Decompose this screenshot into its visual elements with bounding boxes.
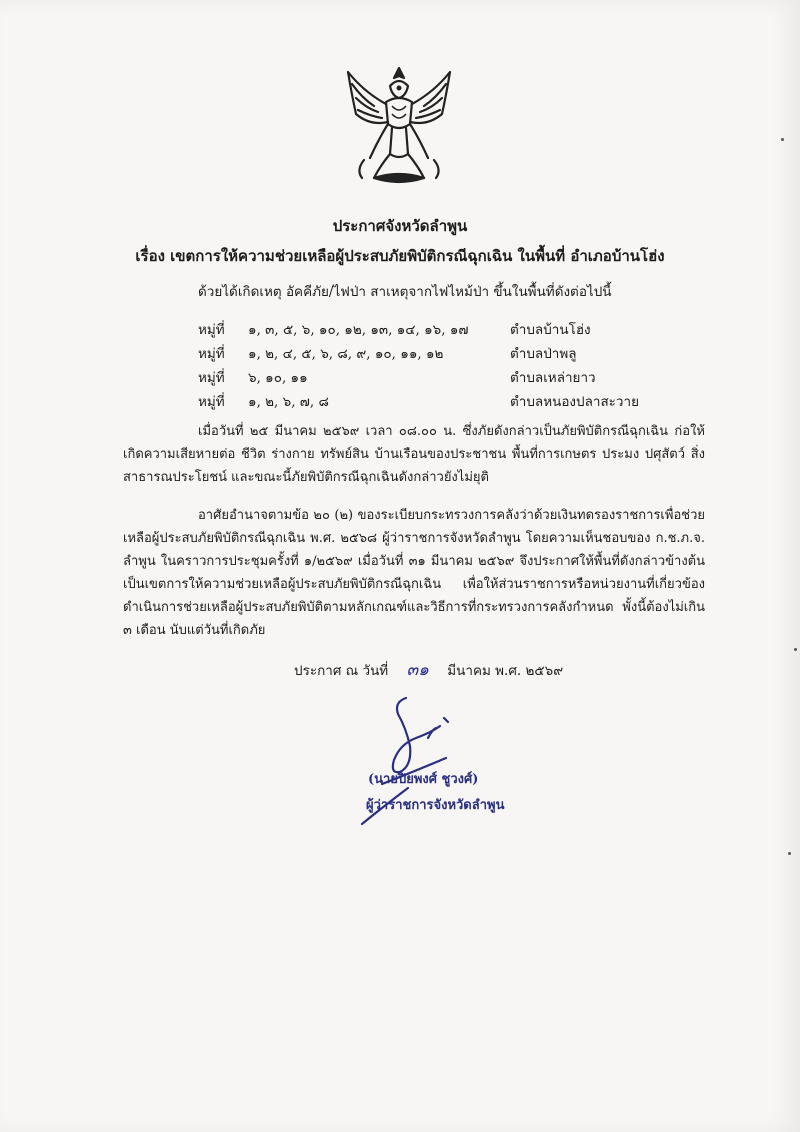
date-suffix: มีนาคม พ.ศ. ๒๕๖๙ (447, 663, 564, 679)
village-row (198, 390, 639, 412)
village-label: หมู่ที่ (198, 346, 225, 362)
announcement-date (294, 656, 563, 683)
signer-name: (นายปิยพงศ์ ชูวงศ์) (368, 772, 479, 787)
paragraph-incident: เมื่อวันที่ ๒๕ มีนาคม ๒๕๖๙ เวลา ๐๘.๐๐ น. ซึ่งภัยดังกล่าวเป็นภัยพิบัติกรณีฉุกเฉิน ก่อให้เกิดความเสียหายต่อ ชีวิต ร่างกาย ทรัพย์สิน บ้านเรือนของประชาชน พื้นที่การเกษตร ประมง ปศุสัตว์ สิ่งสาธารณประโยชน์ และขณะนี้ภัยพิบัติกรณีฉุกเฉินดังกล่าวยังไม่ยุติ (123, 424, 705, 485)
paragraph-declaration: อาศัยอำนาจตามข้อ ๒๐ (๒) ของระเบียบกระทรวงการคลังว่าด้วยเงินทดรองราชการเพื่อช่วยเหลือผู้ประสบภัยพิบัติกรณีฉุกเฉิน พ.ศ. ๒๕๖๘ ผู้ว่าราชการจังหวัดลำพูน โดยความเห็นชอบของ ก.ช.ภ.จ. ลำพูน ในคราวการประชุมครั้งที่ ๑/๒๕๖๙ เมื่อวันที่ ๓๑ มีนาคม ๒๕๖๙ จึงประกาศให้พื้นที่ดังกล่าวข้างต้น เป็นเขตการให้ความช่วยเหลือผู้ประสบภัยพิบัติกรณีฉุกเฉิน เพื่อให้ส่วนราชการหรือหน่วยงานที่เกี่ยวข้อง ดำเนินการช่วยเหลือผู้ประสบภัยพิบัติตามหลักเกณฑ์และวิธีการที่กระทรวงการคลังกำหนด พั้งนี้ต้องไม่เกิน ๓ เดือน นับแต่วันที่เกิดภัย (123, 508, 705, 638)
village-label: หมู่ที่ (198, 370, 225, 386)
village-numbers: ๑, ๒, ๖, ๗, ๘ (248, 394, 329, 410)
document-subject: เรื่อง เขตการให้ความช่วยเหลือผู้ประสบภัยพิบัติกรณีฉุกเฉิน ในพื้นที่ อำเภอบ้านโฮ่ง (135, 247, 665, 265)
signer-title: ผู้ว่าราชการจังหวัดลำพูน (366, 798, 505, 813)
village-label: หมู่ที่ (198, 394, 225, 410)
village-row (198, 318, 591, 340)
village-numbers: ๑, ๓, ๕, ๖, ๑๐, ๑๒, ๑๓, ๑๔, ๑๖, ๑๗ (248, 322, 469, 338)
subdistrict-name: ตำบลป่าพลู (510, 346, 577, 362)
village-label: หมู่ที่ (198, 322, 225, 338)
subdistrict-name: ตำบลเหล่ายาว (510, 370, 596, 386)
scan-speck (794, 648, 797, 651)
village-row (198, 342, 577, 364)
handwritten-day: ๓๑ (406, 660, 429, 680)
date-prefix: ประกาศ ณ วันที่ (294, 663, 389, 679)
intro-text: ด้วยได้เกิดเหตุ อัคคีภัย/ไฟป่า สาเหตุจากไฟไหม้ป่า ขึ้นในพื้นที่ดังต่อไปนี้ (198, 284, 612, 300)
subdistrict-name: ตำบลหนองปลาสะวาย (510, 394, 640, 410)
scan-speck (781, 138, 784, 141)
scan-speck (788, 852, 791, 855)
subdistrict-name: ตำบลบ้านโฮ่ง (510, 322, 591, 338)
garuda-emblem-icon (334, 62, 464, 190)
village-numbers: ๑, ๒, ๔, ๕, ๖, ๘, ๙, ๑๐, ๑๑, ๑๒ (248, 346, 444, 362)
village-row (198, 366, 596, 388)
document-title: ประกาศจังหวัดลำพูน (332, 217, 468, 235)
village-numbers: ๖, ๑๐, ๑๑ (248, 370, 308, 386)
